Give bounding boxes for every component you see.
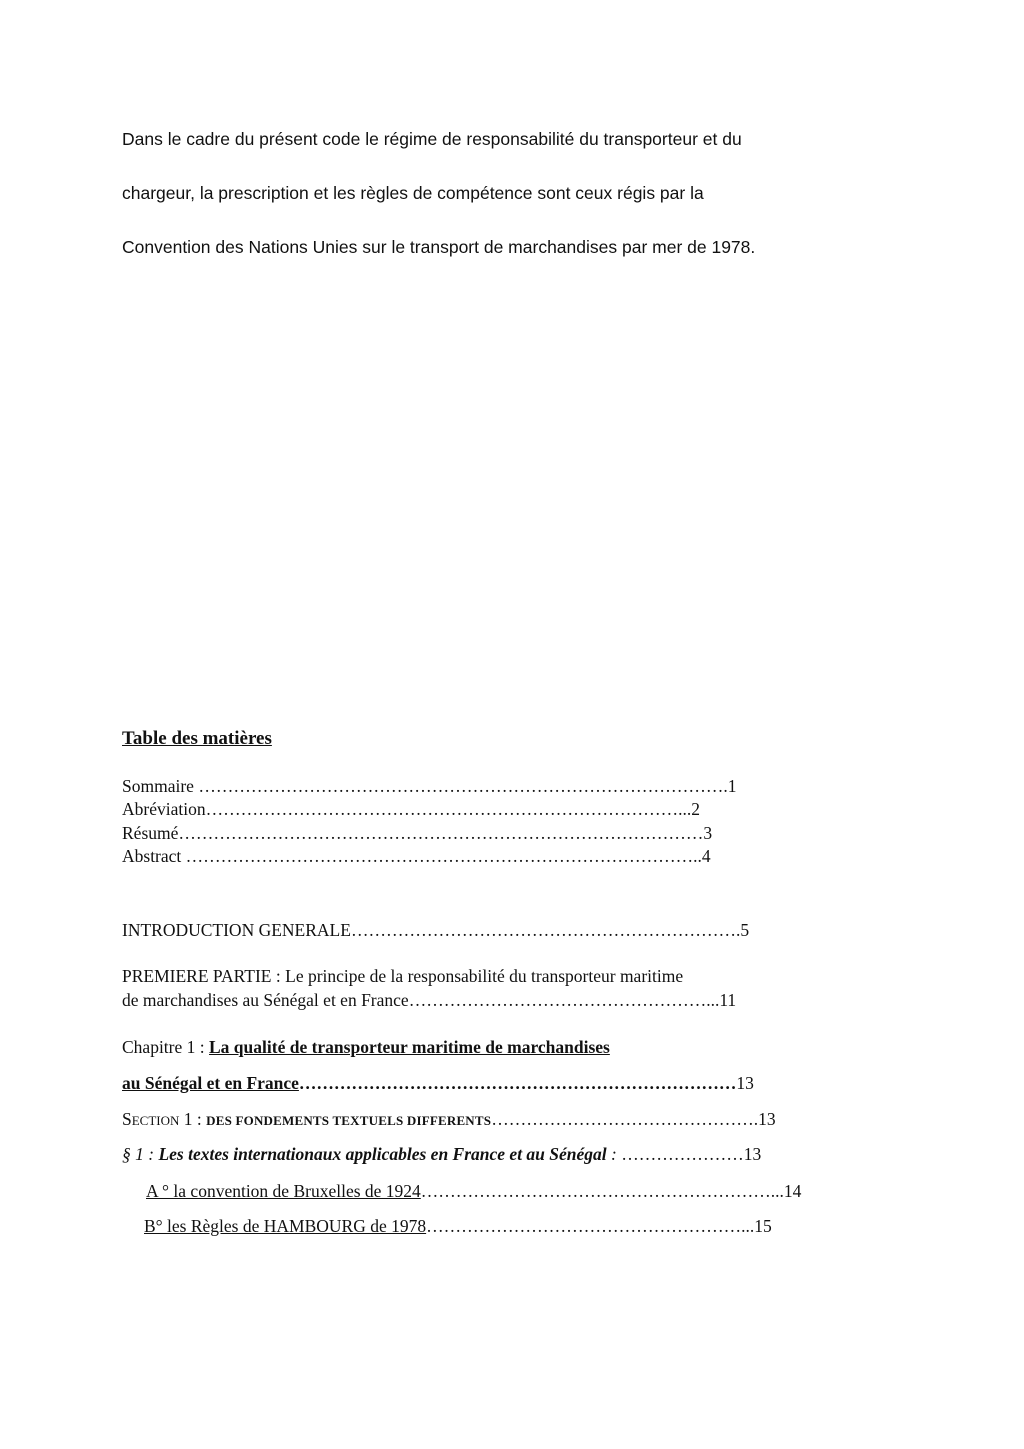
toc-entry-premiere-partie-line-1 [122, 966, 683, 987]
toc-entry-leader: ………………… [621, 1144, 744, 1164]
toc-entry-label: Résumé [122, 823, 179, 843]
toc-entry-page: 14 [783, 1181, 802, 1201]
toc-entry-page: 15 [754, 1216, 772, 1236]
toc-entry-title: Le principe de la responsabilité du transporteur maritime [285, 966, 684, 986]
toc-entry-section-1 [122, 1109, 776, 1130]
toc-entry-paragraph-1 [122, 1144, 761, 1165]
toc-entry-title: La qualité de transporteur maritime de marchandises [209, 1037, 610, 1057]
toc-entry-prefix: PREMIERE PARTIE : [122, 966, 286, 986]
toc-entry-label: Sommaire [122, 776, 199, 796]
toc-entry-prefix: § 1 : [122, 1144, 159, 1164]
toc-entry-page: 4 [701, 846, 711, 866]
toc-entry-leader: …………………………………………………………………………….. [185, 846, 702, 866]
toc-entry-page: 2 [691, 799, 700, 819]
toc-entry-leader: ………………………………………………... [426, 1216, 755, 1236]
toc-entry-abreviation [122, 801, 700, 819]
toc-entry-premiere-partie-line-2 [122, 990, 736, 1011]
toc-entry-page: 11 [719, 990, 737, 1010]
toc-entry-resume [122, 825, 712, 843]
toc-entry-leader: ………………………………………………………………………... [205, 799, 692, 819]
toc-entry-prefix: Chapitre 1 : [122, 1037, 209, 1057]
body-paragraph-line-2: chargeur, la prescription et les règles de compétence sont ceux régis par la [122, 183, 704, 203]
toc-entry-subsection-b [144, 1216, 772, 1237]
toc-entry-page: 13 [758, 1109, 776, 1129]
toc-entry-label: A ° la convention de Bruxelles de 1924 [146, 1181, 421, 1201]
toc-entry-prefix-initial: S [122, 1109, 132, 1129]
toc-entry-leader: ………………………………………. [491, 1109, 759, 1129]
toc-entry-sommaire [122, 778, 736, 796]
toc-entry-suffix: : [606, 1144, 622, 1164]
toc-entry-leader: ………………………………………………………………… [298, 1073, 737, 1093]
toc-entry-leader: ……………………………………………………... [420, 1181, 784, 1201]
toc-entry-title: DES FONDEMENTS TEXTUELS DIFFERENTS [206, 1113, 492, 1128]
toc-entry-leader: ……………………………………………... [408, 990, 720, 1010]
toc-entry-chapitre-1-line-2 [122, 1073, 754, 1094]
toc-entry-title: Les textes internationaux applicables en France et au Sénégal [158, 1144, 607, 1164]
toc-entry-page: 3 [703, 823, 713, 843]
toc-entry-page: 5 [740, 920, 750, 940]
toc-entry-leader: ………………………………………………………………………………. [198, 776, 728, 796]
toc-entry-label: Abstract [122, 846, 186, 866]
toc-entry-page: 1 [727, 776, 737, 796]
toc-entry-subsection-a [146, 1181, 801, 1202]
toc-entry-page: 13 [736, 1073, 754, 1093]
toc-entry-label: B° les Règles de HAMBOURG de 1978 [144, 1216, 427, 1236]
toc-title: Table des matières [122, 728, 272, 749]
toc-entry-label: Abréviation [122, 799, 206, 819]
toc-entry-prefix-rest: ECTION [131, 1113, 180, 1128]
body-paragraph-line-1: Dans le cadre du présent code le régime de responsabilité du transporteur et du [122, 129, 742, 149]
toc-entry-chapitre-1-line-1 [122, 1037, 610, 1058]
toc-entry-title: de marchandises au Sénégal et en France [122, 990, 409, 1010]
toc-entry-introduction [122, 920, 749, 941]
toc-entry-number: 1 : [179, 1109, 207, 1129]
toc-entry-label: INTRODUCTION GENERALE [122, 920, 351, 940]
toc-entry-leader: …………………………………………………………. [350, 920, 741, 940]
toc-entry-abstract [122, 848, 711, 866]
toc-entry-title: au Sénégal et en France [122, 1073, 299, 1093]
body-paragraph-line-3: Convention des Nations Unies sur le transport de marchandises par mer de 1978. [122, 237, 756, 257]
toc-entry-page: 13 [743, 1144, 762, 1164]
toc-entry-leader: ……………………………………………………………………………… [178, 823, 704, 843]
